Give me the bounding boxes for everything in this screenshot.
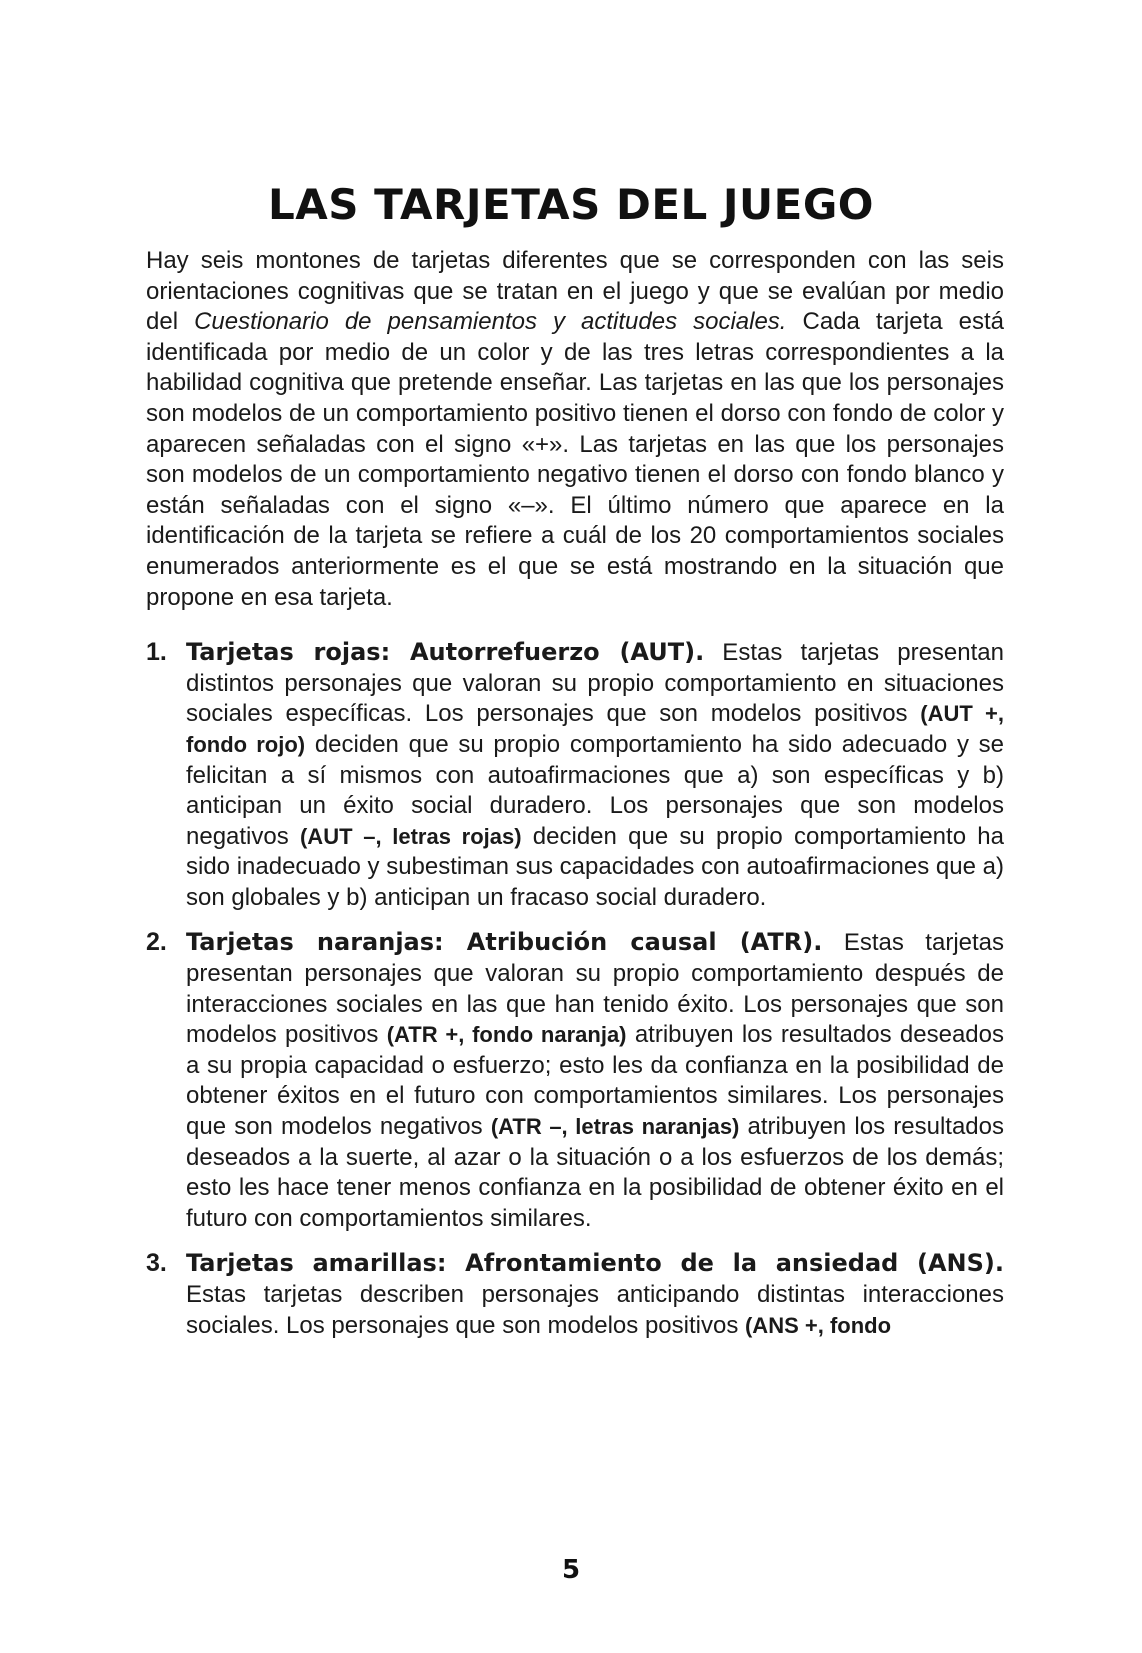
list-item-text: Estas tarjetas describen personajes anticipando distintas interacciones sociales. Los personajes que son modelos positivos xyxy=(186,1281,1004,1339)
list-item-text: Estas tarjetas presentan personajes que valoran su propio comportamiento después de interacciones sociales en las que han tenido éxito. Los personajes que son modelos positivos xyxy=(186,929,1005,1049)
list-item-number: 3. xyxy=(146,1249,167,1278)
intro-text-2: Cada tarjeta está identificada por medio de un color y de las tres letras correspondientes a la habilidad cognitiva que pretende enseñar. Las tarjetas en las que los personajes son modelos de un comportamiento positivo tienen el dorso con fondo de color y aparecen señaladas con el signo «+». Las tarjetas en las que los personajes son modelos de un comportamiento negativo tienen el dorso con fondo blanco y están señaladas con el signo «–». El último número que aparece en la identificación de la tarjeta se refiere a cuál de los 20 comportamientos sociales enumerados anteriormente es el que se está mostrando en la situación que propone en esa tarjeta. xyxy=(146,308,1004,611)
positive-tag: (ANS +, fondo xyxy=(744,1312,892,1338)
negative-tag: (AUT –, letras rojas) xyxy=(299,823,522,849)
page-title: LAS TARJETAS DEL JUEGO xyxy=(268,180,874,230)
intro-text-1: Hay seis montones de tarjetas diferentes que se corresponden con las seis orientaciones cognitivas que se tratan en el juego y que se evalúan por medio del xyxy=(146,247,1004,336)
questionnaire-title: Cuestionario de pensamientos y actitudes sociales. xyxy=(194,308,787,336)
positive-tag: (AUT +, fondo rojo) xyxy=(186,701,1004,757)
list-item-heading: Tarjetas amarillas: Afrontamiento de la ansiedad (ANS). xyxy=(186,1249,1004,1278)
card-types-list xyxy=(146,637,1004,1341)
negative-tag: (ATR –, letras naranjas) xyxy=(490,1114,740,1140)
intro-paragraph xyxy=(146,246,1004,613)
list-item-heading: Tarjetas rojas: Autorrefuerzo (AUT). xyxy=(186,638,705,667)
list-item-text: atribuyen los resultados deseados a su propia capacidad o esfuerzo; esto les da confianza en la posibilidad de obtener éxitos en el futuro con comportamientos similares. Los personajes que son modelos negativos xyxy=(186,1021,1004,1141)
page-number: 5 xyxy=(561,1555,581,1585)
list-item-number: 2. xyxy=(146,928,167,957)
list-item-yellow-cards xyxy=(146,1248,1004,1341)
list-item-text: deciden que su propio comportamiento ha sido inadecuado y subestiman sus capacidades con autoafirmaciones que a) son globales y b) anticipan un fracaso social duradero. xyxy=(186,822,1004,911)
list-item-orange-cards xyxy=(146,927,1004,1234)
list-item-text: deciden que su propio comportamiento ha sido adecuado y se felicitan a sí mismos con autoafirmaciones que a) son específicas y b) anticipan un éxito social duradero. Los personajes que son modelos negativos xyxy=(186,730,1005,850)
body-content xyxy=(146,246,1004,1355)
list-item-red-cards xyxy=(146,637,1004,913)
list-item-number: 1. xyxy=(146,638,167,667)
list-item-text: Estas tarjetas presentan distintos personajes que valoran su propio comportamiento en situaciones sociales específicas. Los personajes que son modelos positivos xyxy=(186,639,1004,728)
list-item-text: atribuyen los resultados deseados a la suerte, al azar o la situación o a los esfuerzos de los demás; esto les hace tener menos confianza en la posibilidad de obtener éxito en el futuro con comportamientos similares. xyxy=(186,1113,1004,1232)
positive-tag: (ATR +, fondo naranja) xyxy=(386,1022,627,1048)
list-item-heading: Tarjetas naranjas: Atribución causal (ATR). xyxy=(186,928,823,957)
